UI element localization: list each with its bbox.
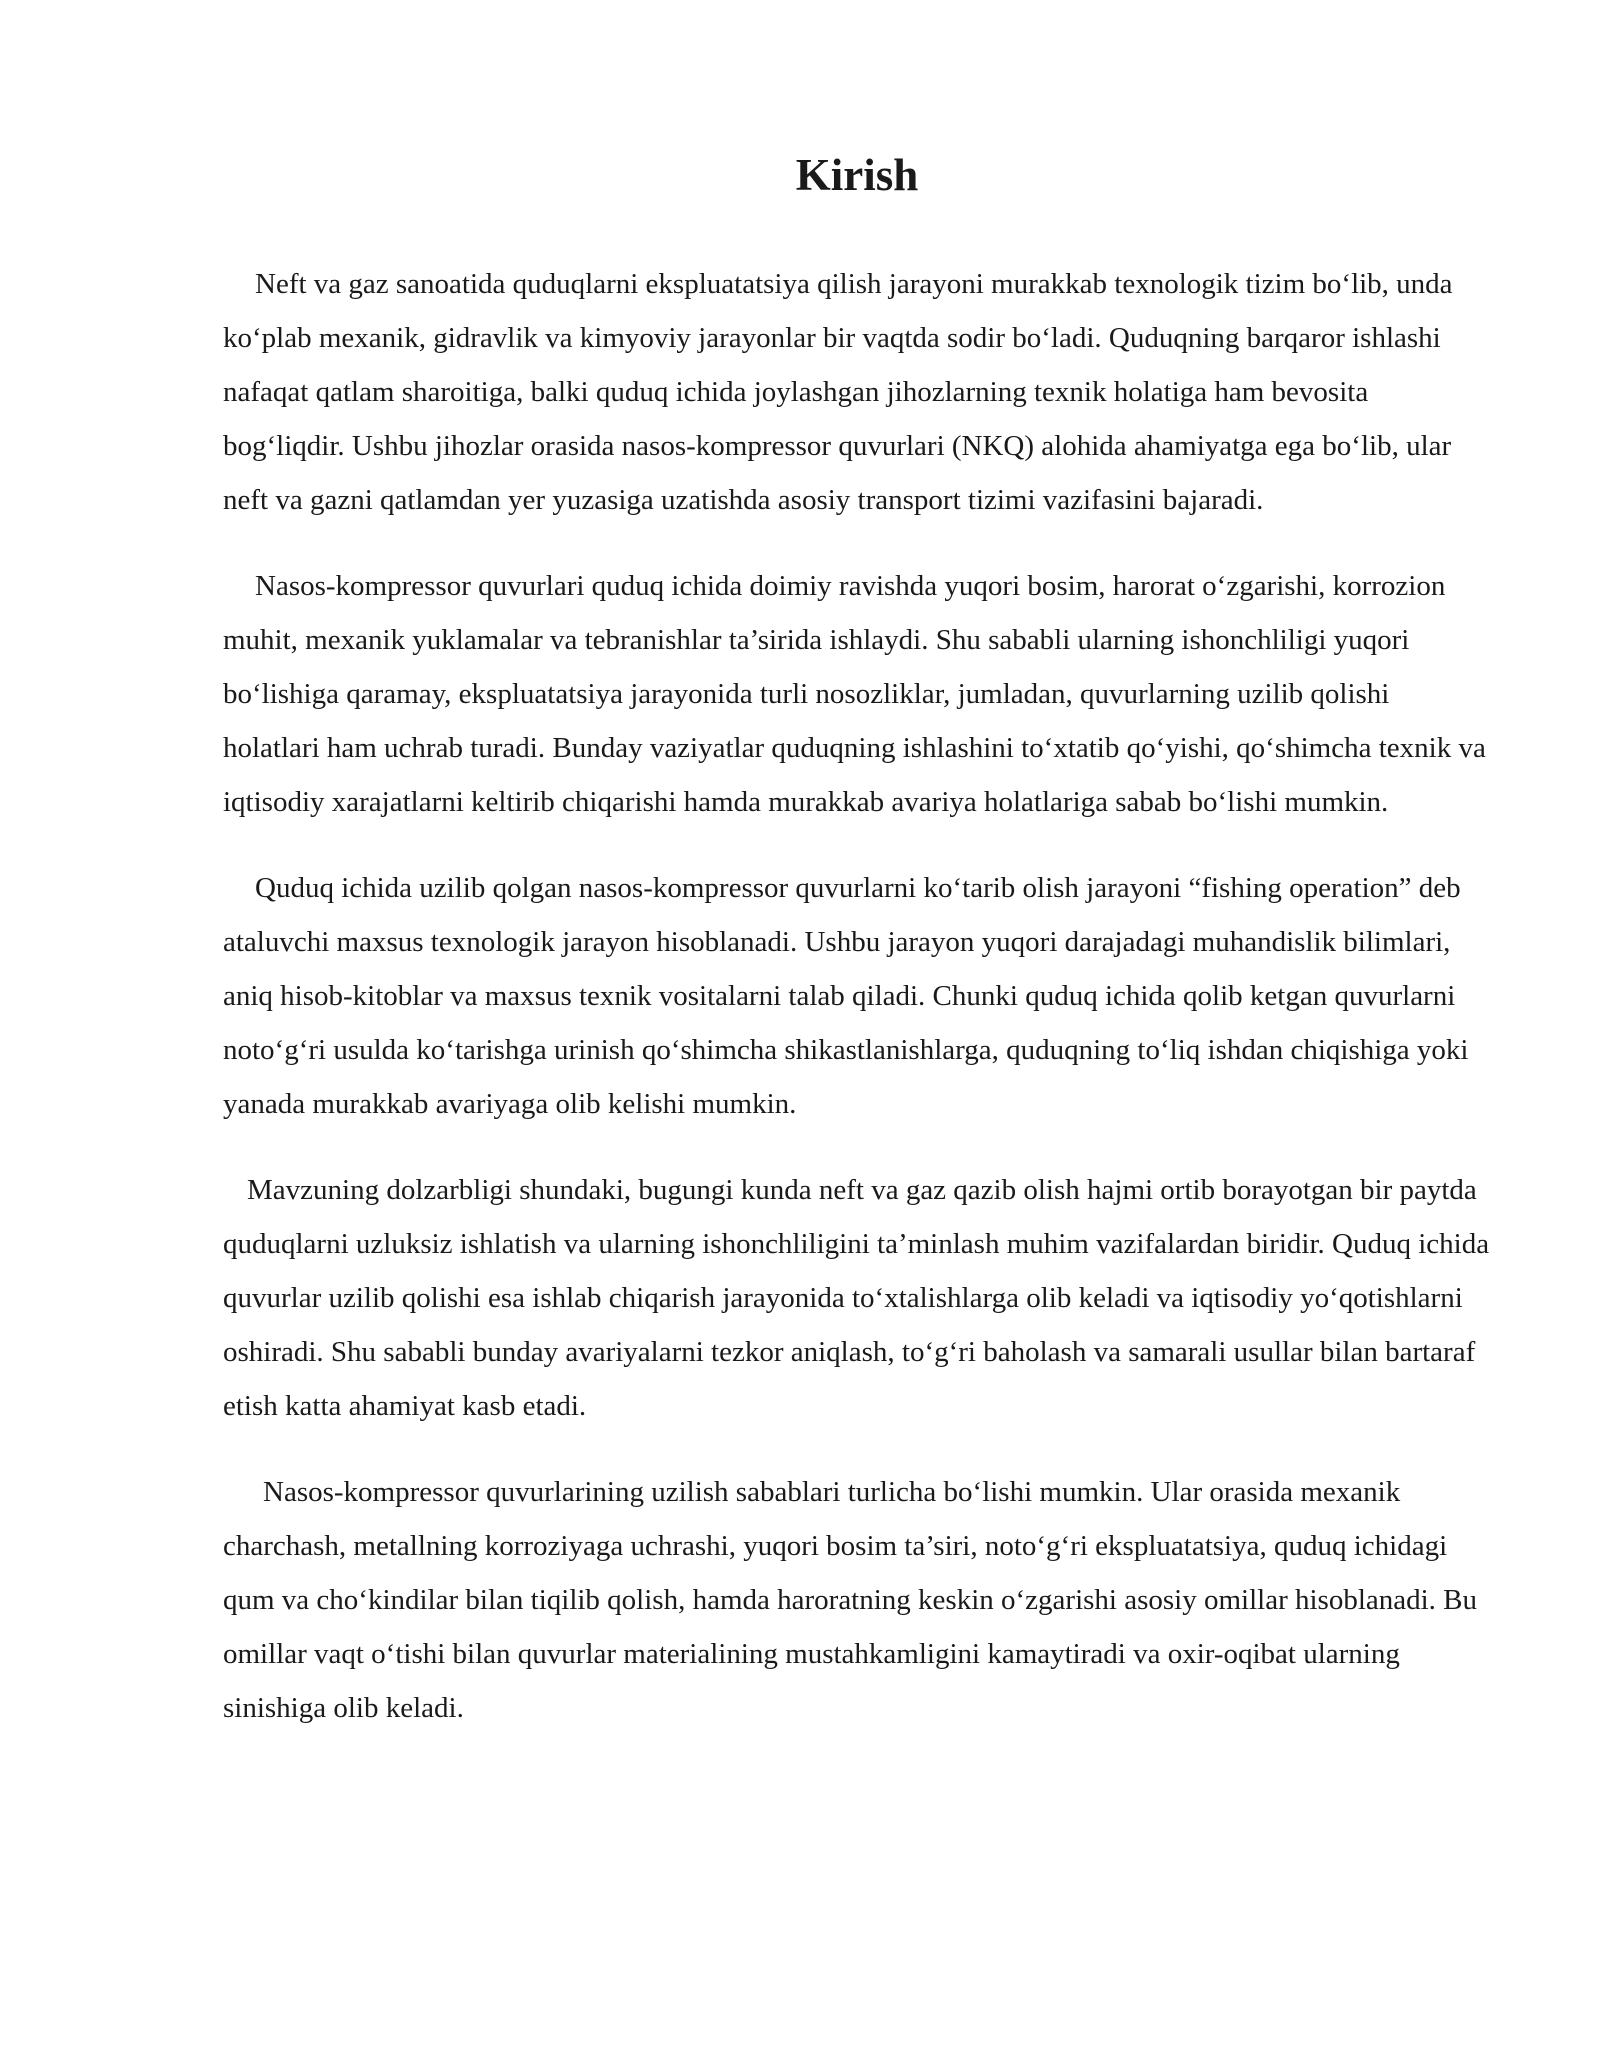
paragraph-2: Nasos-kompressor quvurlari quduq ichida doimiy ravishda yuqori bosim, harorat o‘zgarishi, korrozion muhit, mexanik yuklamalar va tebranishlar ta’sirida ishlaydi. Shu sababli ularning ishonchliligi yuqori bo‘lishiga qaramay, ekspluatatsiya jarayonida turli nosozliklar, jumladan, quvurlarning uzilib qolishi holatlari ham uchrab turadi. Bunday vaziyatlar quduqning ishlashini to‘xtatib qo‘yishi, qo‘shimcha texnik va iqtisodiy xarajatlarni keltirib chiqarishi hamda murakkab avariya holatlariga sabab bo‘lishi mumkin. (223, 570, 1486, 818)
page-title: Kirish (795, 150, 919, 200)
document-body (223, 257, 1491, 1767)
paragraph-1: Neft va gaz sanoatida quduqlarni ekspluatatsiya qilish jarayoni murakkab texnologik tizim bo‘lib, unda ko‘plab mexanik, gidravlik va kimyoviy jarayonlar bir vaqtda sodir bo‘ladi. Quduqning barqaror ishlashi nafaqat qatlam sharoitiga, balki quduq ichida joylashgan jihozlarning texnik holatiga ham bevosita bog‘liqdir. Ushbu jihozlar orasida nasos-kompressor quvurlari (NKQ) alohida ahamiyatga ega bo‘lib, ular neft va gazni qatlamdan yer yuzasiga uzatishda asosiy transport tizimi vazifasini bajaradi. (223, 268, 1453, 516)
paragraph-3: Quduq ichida uzilib qolgan nasos-kompressor quvurlarni ko‘tarib olish jarayoni “fishing operation” deb ataluvchi maxsus texnologik jarayon hisoblanadi. Ushbu jarayon yuqori darajadagi muhandislik bilimlari, aniq hisob-kitoblar va maxsus texnik vositalarni talab qiladi. Chunki quduq ichida qolib ketgan quvurlarni noto‘g‘ri usulda ko‘tarishga urinish qo‘shimcha shikastlanishlarga, quduqning to‘liq ishdan chiqishiga yoki yanada murakkab avariyaga olib kelishi mumkin. (223, 872, 1469, 1120)
paragraph-5: Nasos-kompressor quvurlarining uzilish sabablari turlicha bo‘lishi mumkin. Ular orasida mexanik charchash, metallning korroziyaga uchrashi, yuqori bosim ta’siri, noto‘g‘ri ekspluatatsiya, quduq ichidagi qum va cho‘kindilar bilan tiqilib qolish, hamda haroratning keskin o‘zgarishi asosiy omillar hisoblanadi. Bu omillar vaqt o‘tishi bilan quvurlar materialining mustahkamligini kamaytiradi va oxir-oqibat ularning sinishiga olib keladi. (223, 1476, 1478, 1724)
paragraph-4: Mavzuning dolzarbligi shundaki, bugungi kunda neft va gaz qazib olish hajmi ortib borayotgan bir paytda quduqlarni uzluksiz ishlatish va ularning ishonchliligini ta’minlash muhim vazifalardan biridir. Quduq ichida quvurlar uzilib qolishi esa ishlab chiqarish jarayonida to‘xtalishlarga olib keladi va iqtisodiy yo‘qotishlarni oshiradi. Shu sababli bunday avariyalarni tezkor aniqlash, to‘g‘ri baholash va samarali usullar bilan bartaraf etish katta ahamiyat kasb etadi. (223, 1174, 1490, 1422)
